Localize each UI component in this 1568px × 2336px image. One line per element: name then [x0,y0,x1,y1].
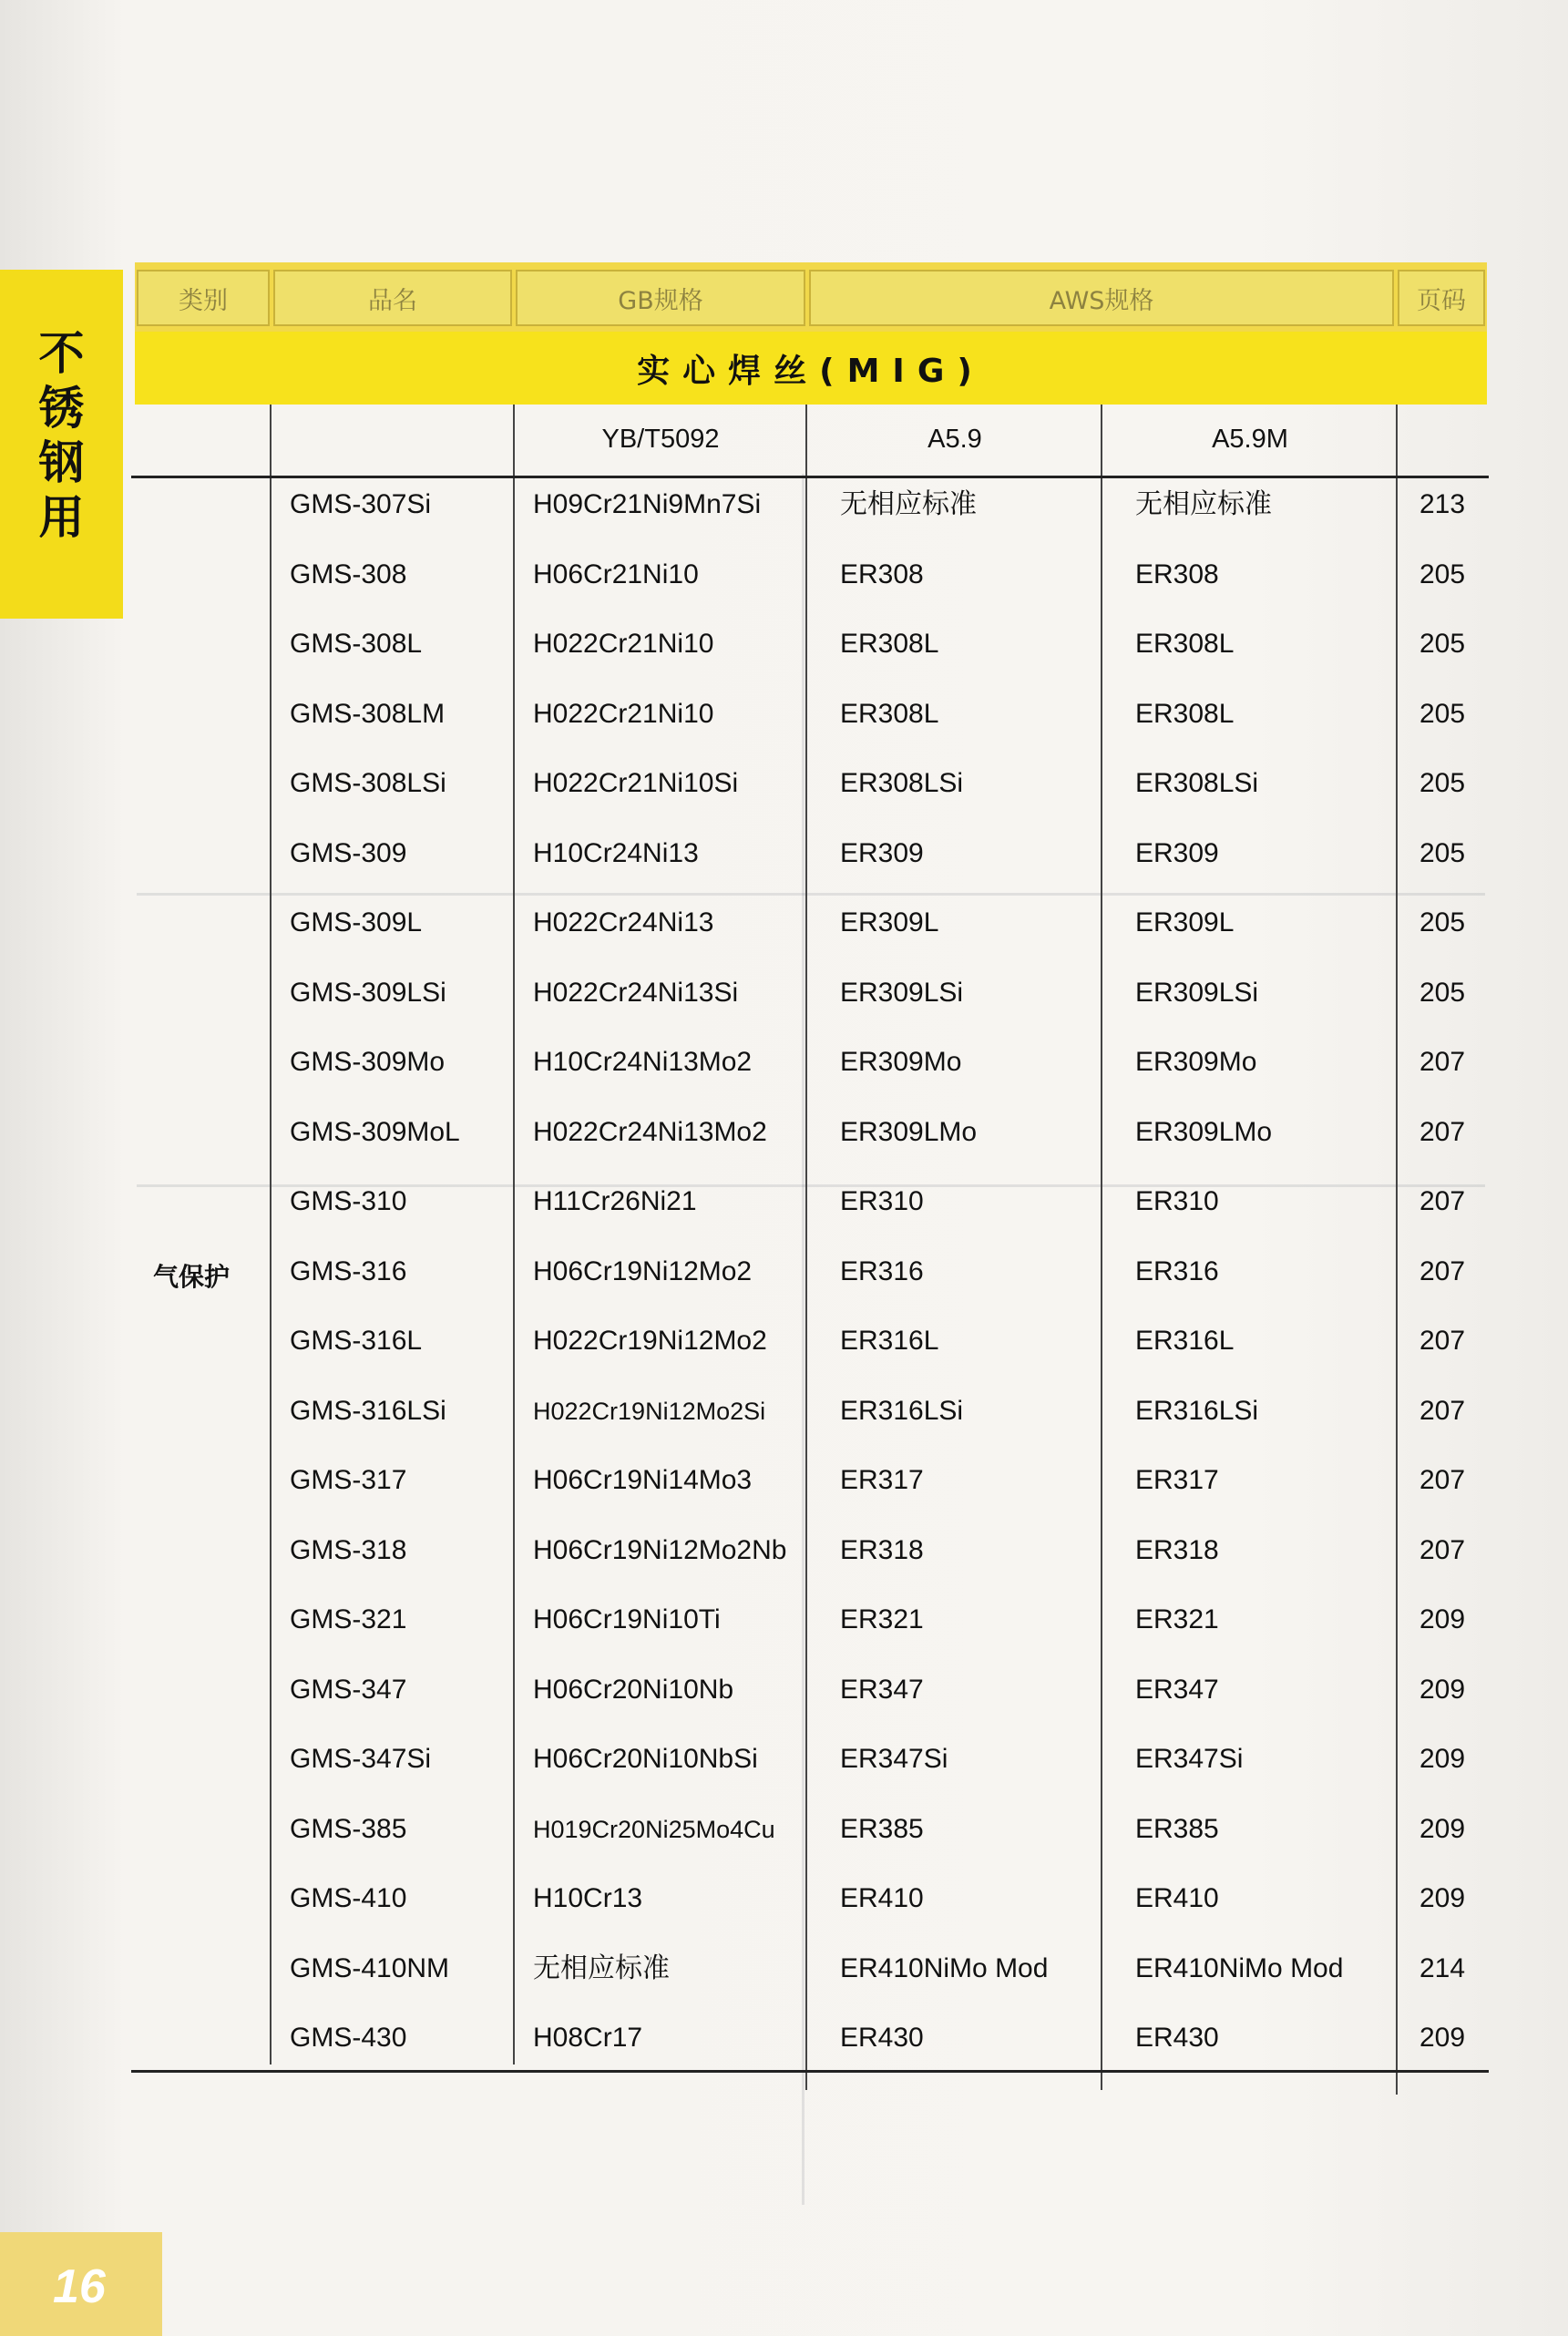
cell-page: 205 [1419,978,1466,1008]
cell-gb-spec: H10Cr24Ni13 [533,838,699,868]
cell-aws-a59m: ER309Mo [1135,1047,1257,1077]
cell-aws-a59m: ER321 [1135,1604,1219,1634]
cell-aws-a59m: ER309LMo [1135,1117,1273,1147]
column-divider [1101,405,1102,2090]
cell-aws-a59: ER309LSi [840,978,964,1008]
cell-product-name: GMS-309LSi [290,978,446,1008]
cell-gb-spec: H06Cr20Ni10NbSi [533,1744,758,1774]
cell-gb-spec: H11Cr26Ni21 [533,1186,697,1216]
cell-product-name: GMS-308LM [290,699,446,729]
cell-gb-spec: H019Cr20Ni25Mo4Cu [533,1816,775,1843]
cell-aws-a59: ER309 [840,838,924,868]
cell-gb-spec: H022Cr21Ni10 [533,629,714,659]
cell-aws-a59m: ER347 [1135,1675,1219,1705]
cell-page: 207 [1419,1117,1466,1147]
table-bottom-rule [131,2070,1489,2073]
cell-product-name: GMS-410 [290,1883,407,1913]
cell-gb-spec: H022Cr19Ni12Mo2Si [533,1398,766,1425]
section-title: 实心焊丝(MIG) [637,352,985,390]
cell-gb-spec: H10Cr13 [533,1883,643,1913]
cell-aws-a59m: ER316 [1135,1256,1219,1286]
cell-page: 207 [1419,1326,1466,1356]
cell-page: 205 [1419,629,1466,659]
cell-product-name: GMS-385 [290,1814,407,1844]
cell-aws-a59: ER310 [840,1186,924,1216]
cell-gb-spec: H06Cr19Ni14Mo3 [533,1465,753,1495]
header-page: 页码 [1398,270,1485,326]
cell-aws-a59m: ER308L [1135,629,1235,659]
cell-aws-a59: ER316 [840,1256,924,1286]
header-category: 类别 [137,270,270,326]
cell-aws-a59m: ER310 [1135,1186,1219,1216]
cell-product-name: GMS-309Mo [290,1047,446,1077]
cell-product-name: GMS-309 [290,838,407,868]
side-tab-label: 不锈钢用 [38,327,85,544]
cell-aws-a59: ER316LSi [840,1396,964,1426]
cell-aws-a59m: 无相应标准 [1135,489,1272,519]
column-divider [1396,405,1398,2095]
cell-product-name: GMS-317 [290,1465,407,1495]
section-side-tab [0,270,123,619]
cell-gb-spec: H08Cr17 [533,2023,643,2053]
cell-aws-a59: ER410NiMo Mod [840,1953,1049,1983]
cell-aws-a59m: ER308 [1135,559,1219,589]
cell-aws-a59m: ER316LSi [1135,1396,1259,1426]
cell-product-name: GMS-316 [290,1256,407,1286]
cell-aws-a59m: ER309 [1135,838,1219,868]
cell-aws-a59m: ER308LSi [1135,768,1259,798]
table-top-rule [131,476,1489,478]
cell-gb-spec: H06Cr19Ni10Ti [533,1604,721,1634]
cell-page: 205 [1419,838,1466,868]
cell-page: 205 [1419,768,1466,798]
cell-aws-a59m: ER410NiMo Mod [1135,1953,1344,1983]
cell-aws-a59: ER309L [840,907,939,937]
cell-product-name: GMS-316LSi [290,1396,446,1426]
cell-aws-a59: ER309Mo [840,1047,962,1077]
cell-product-name: GMS-308 [290,559,407,589]
cell-aws-a59m: ER309L [1135,907,1235,937]
cell-aws-a59: ER308 [840,559,924,589]
subheader-aws-a59: A5.9 [927,424,982,454]
cell-page: 207 [1419,1396,1466,1426]
cell-aws-a59: ER316L [840,1326,939,1356]
cell-gb-spec: 无相应标准 [533,1953,670,1983]
cell-product-name: GMS-308LSi [290,768,446,798]
cell-gb-spec: H09Cr21Ni9Mn7Si [533,489,762,519]
page-number: 16 [53,2260,106,2313]
cell-product-name: GMS-430 [290,2023,407,2053]
cell-page: 209 [1419,2023,1466,2053]
cell-product-name: GMS-308L [290,629,423,659]
cell-product-name: GMS-310 [290,1186,407,1216]
cell-aws-a59m: ER317 [1135,1465,1219,1495]
cell-aws-a59: ER347 [840,1675,924,1705]
header-aws-spec: AWS规格 [809,270,1394,326]
cell-aws-a59m: ER347Si [1135,1744,1244,1774]
column-divider [513,405,515,2064]
header-product-name: 品名 [273,270,512,326]
cell-page: 209 [1419,1744,1466,1774]
cell-aws-a59: ER317 [840,1465,924,1495]
category-label: 气保护 [153,1262,231,1292]
cell-gb-spec: H06Cr20Ni10Nb [533,1675,734,1705]
cell-page: 207 [1419,1465,1466,1495]
cell-aws-a59: ER385 [840,1814,924,1844]
cell-page: 214 [1419,1953,1466,1983]
cell-page: 213 [1419,489,1466,519]
section-title-bar [135,332,1487,405]
cell-page: 207 [1419,1535,1466,1565]
bleed-through-line [137,893,1485,896]
cell-gb-spec: H022Cr19Ni12Mo2 [533,1326,767,1356]
cell-aws-a59: ER410 [840,1883,924,1913]
cell-aws-a59: ER308L [840,629,939,659]
cell-product-name: GMS-318 [290,1535,407,1565]
cell-gb-spec: H06Cr19Ni12Mo2 [533,1256,753,1286]
cell-page: 207 [1419,1186,1466,1216]
cell-aws-a59: ER430 [840,2023,924,2053]
subheader-gb-standard: YB/T5092 [601,424,720,454]
cell-product-name: GMS-347 [290,1675,407,1705]
cell-aws-a59: 无相应标准 [840,489,977,519]
subheader-aws-a59m: A5.9M [1212,424,1288,454]
cell-product-name: GMS-309L [290,907,423,937]
cell-gb-spec: H022Cr21Ni10 [533,699,714,729]
cell-gb-spec: H06Cr21Ni10 [533,559,699,589]
cell-aws-a59: ER318 [840,1535,924,1565]
cell-aws-a59m: ER410 [1135,1883,1219,1913]
cell-aws-a59m: ER316L [1135,1326,1235,1356]
column-divider [270,405,272,2064]
cell-aws-a59m: ER385 [1135,1814,1219,1844]
cell-product-name: GMS-321 [290,1604,407,1634]
cell-gb-spec: H022Cr24Ni13Mo2 [533,1117,767,1147]
column-divider [805,405,807,2090]
cell-aws-a59m: ER318 [1135,1535,1219,1565]
cell-gb-spec: H022Cr24Ni13 [533,907,714,937]
cell-aws-a59m: ER308L [1135,699,1235,729]
cell-page: 207 [1419,1256,1466,1286]
cell-page: 207 [1419,1047,1466,1077]
header-gb-spec: GB规格 [516,270,805,326]
cell-page: 209 [1419,1814,1466,1844]
cell-aws-a59: ER308LSi [840,768,964,798]
cell-gb-spec: H022Cr24Ni13Si [533,978,739,1008]
cell-gb-spec: H022Cr21Ni10Si [533,768,739,798]
cell-aws-a59m: ER309LSi [1135,978,1259,1008]
cell-page: 205 [1419,699,1466,729]
cell-product-name: GMS-347Si [290,1744,432,1774]
cell-gb-spec: H10Cr24Ni13Mo2 [533,1047,753,1077]
cell-aws-a59: ER308L [840,699,939,729]
cell-page: 209 [1419,1883,1466,1913]
cell-page: 209 [1419,1604,1466,1634]
cell-aws-a59m: ER430 [1135,2023,1219,2053]
cell-aws-a59: ER321 [840,1604,924,1634]
cell-page: 205 [1419,907,1466,937]
bleed-through-line [802,474,804,2205]
cell-product-name: GMS-316L [290,1326,423,1356]
cell-gb-spec: H06Cr19Ni12Mo2Nb [533,1535,787,1565]
cell-product-name: GMS-410NM [290,1953,450,1983]
cell-aws-a59: ER347Si [840,1744,948,1774]
cell-page: 205 [1419,559,1466,589]
cell-product-name: GMS-307Si [290,489,432,519]
cell-aws-a59: ER309LMo [840,1117,978,1147]
cell-product-name: GMS-309MoL [290,1117,460,1147]
cell-page: 209 [1419,1675,1466,1705]
